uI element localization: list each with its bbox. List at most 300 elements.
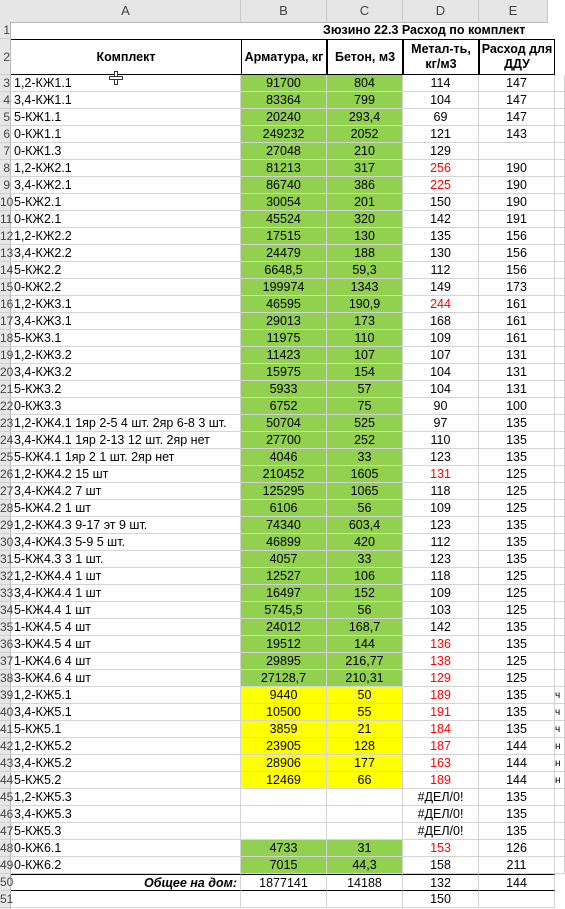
cell-metal[interactable]: 225: [403, 177, 479, 194]
cell-armatura[interactable]: 3859: [241, 721, 327, 738]
cell-extra[interactable]: [555, 279, 565, 296]
cell-beton[interactable]: 31: [327, 840, 403, 857]
cell-komplekt[interactable]: 1,2-КЖ5.1: [11, 687, 241, 704]
cell-metal[interactable]: 118: [403, 483, 479, 500]
cell-extra[interactable]: [555, 568, 565, 585]
cell-rashod[interactable]: 144: [479, 755, 555, 772]
row-number[interactable]: 48: [0, 841, 14, 855]
cell-rashod[interactable]: 125: [479, 466, 555, 483]
row-number[interactable]: 1: [0, 22, 11, 39]
cell-rashod[interactable]: 156: [479, 228, 555, 245]
cell-metal[interactable]: 114: [403, 75, 479, 92]
row-number[interactable]: 22: [0, 399, 14, 413]
cell-rashod[interactable]: 191: [479, 211, 555, 228]
header-komplekt[interactable]: Комплект: [11, 39, 241, 75]
cell-metal[interactable]: 112: [403, 262, 479, 279]
row-number[interactable]: 43: [0, 756, 14, 770]
cell-armatura[interactable]: 10500: [241, 704, 327, 721]
cell-extra[interactable]: [555, 381, 565, 398]
row-number[interactable]: 15: [0, 280, 14, 294]
cell-armatura[interactable]: 50704: [241, 415, 327, 432]
cell-beton[interactable]: 201: [327, 194, 403, 211]
cell-komplekt[interactable]: 3,4-КЖ1.1: [11, 92, 241, 109]
cell-beton[interactable]: 33: [327, 449, 403, 466]
column-header-a[interactable]: A: [11, 0, 241, 22]
cell-rashod[interactable]: 135: [479, 551, 555, 568]
total-c[interactable]: 14188: [327, 874, 403, 891]
cell-komplekt[interactable]: 3,4-КЖ2.2: [11, 245, 241, 262]
cell-armatura[interactable]: 28906: [241, 755, 327, 772]
cell-beton[interactable]: 525: [327, 415, 403, 432]
cell-armatura[interactable]: 4046: [241, 449, 327, 466]
cell-metal[interactable]: 118: [403, 568, 479, 585]
row-number[interactable]: 20: [0, 365, 14, 379]
cell-metal[interactable]: 187: [403, 738, 479, 755]
cell-beton[interactable]: 252: [327, 432, 403, 449]
cell-extra[interactable]: [555, 364, 565, 381]
row-number[interactable]: 30: [0, 535, 14, 549]
header-metal[interactable]: Метал-ть, кг/м3: [403, 39, 479, 75]
cell-armatura[interactable]: 27048: [241, 143, 327, 160]
row-number[interactable]: 12: [0, 229, 14, 243]
cell-beton[interactable]: 168,7: [327, 619, 403, 636]
cell-metal[interactable]: #ДЕЛ/0!: [403, 806, 479, 823]
cell-armatura[interactable]: 46899: [241, 534, 327, 551]
cell-extra[interactable]: [555, 177, 565, 194]
cell-extra[interactable]: [555, 296, 565, 313]
row-number[interactable]: 47: [0, 824, 14, 838]
cell-extra[interactable]: ч: [555, 721, 565, 738]
cell-komplekt[interactable]: 1-КЖ4.6 4 шт: [11, 653, 241, 670]
cell-armatura[interactable]: 125295: [241, 483, 327, 500]
row-number[interactable]: 44: [0, 773, 14, 787]
cell-extra[interactable]: [555, 857, 565, 874]
cell-beton[interactable]: 154: [327, 364, 403, 381]
cell-komplekt[interactable]: 0-КЖ1.1: [11, 126, 241, 143]
cell-metal[interactable]: 135: [403, 228, 479, 245]
cell-metal[interactable]: 158: [403, 857, 479, 874]
cell-rashod[interactable]: 131: [479, 347, 555, 364]
cell-extra[interactable]: [555, 109, 565, 126]
cell-beton[interactable]: 107: [327, 347, 403, 364]
cell-rashod[interactable]: 161: [479, 330, 555, 347]
cell-metal[interactable]: 131: [403, 466, 479, 483]
row-number[interactable]: 40: [0, 705, 14, 719]
cell-komplekt[interactable]: 5-КЖ4.1 1яр 2 1 шт. 2яр нет: [11, 449, 241, 466]
cell-komplekt[interactable]: 1,2-КЖ4.4 1 шт: [11, 568, 241, 585]
cell-rashod[interactable]: 190: [479, 194, 555, 211]
cell-beton[interactable]: 320: [327, 211, 403, 228]
row-number[interactable]: 49: [0, 858, 14, 872]
cell-rashod[interactable]: 143: [479, 126, 555, 143]
cell-metal[interactable]: 97: [403, 415, 479, 432]
row-number[interactable]: 31: [0, 552, 14, 566]
row-number[interactable]: 42: [0, 739, 14, 753]
cell-extra[interactable]: ч: [555, 704, 565, 721]
row-number[interactable]: 4: [0, 92, 11, 109]
cell-rashod[interactable]: 156: [479, 262, 555, 279]
cell-komplekt[interactable]: 5-КЖ3.1: [11, 330, 241, 347]
cell-extra[interactable]: [555, 313, 565, 330]
cell-rashod[interactable]: 147: [479, 92, 555, 109]
cell-rashod[interactable]: 125: [479, 670, 555, 687]
cell-rashod[interactable]: 135: [479, 415, 555, 432]
cell-rashod[interactable]: 135: [479, 789, 555, 806]
cell-extra[interactable]: ч: [555, 687, 565, 704]
cell-extra[interactable]: [555, 211, 565, 228]
cell-armatura[interactable]: 83364: [241, 92, 327, 109]
cell-komplekt[interactable]: 3,4-КЖ4.2 7 шт: [11, 483, 241, 500]
row-number[interactable]: 3: [0, 75, 11, 92]
cell-rashod[interactable]: 125: [479, 500, 555, 517]
cell-extra[interactable]: [555, 432, 565, 449]
row-number[interactable]: 11: [0, 212, 13, 226]
cell-extra[interactable]: н: [555, 738, 565, 755]
cell-komplekt[interactable]: 3,4-КЖ3.1: [11, 313, 241, 330]
cell-extra[interactable]: [555, 840, 565, 857]
cell-extra[interactable]: [555, 483, 565, 500]
cell-komplekt[interactable]: 5-КЖ5.2: [11, 772, 241, 789]
cell-rashod[interactable]: 125: [479, 568, 555, 585]
cell-armatura[interactable]: 29013: [241, 313, 327, 330]
cell-komplekt[interactable]: 1,2-КЖ5.2: [11, 738, 241, 755]
cell-metal[interactable]: 123: [403, 551, 479, 568]
cell-metal[interactable]: 123: [403, 517, 479, 534]
cell-extra[interactable]: [555, 75, 565, 92]
cell-beton[interactable]: 130: [327, 228, 403, 245]
cell-armatura[interactable]: [241, 823, 327, 840]
cell-armatura[interactable]: [241, 806, 327, 823]
cell-komplekt[interactable]: 5-КЖ5.1: [11, 721, 241, 738]
cell-beton[interactable]: 1065: [327, 483, 403, 500]
cell-rashod[interactable]: 135: [479, 704, 555, 721]
cell-metal[interactable]: 69: [403, 109, 479, 126]
cell-komplekt[interactable]: 3,4-КЖ4.1 1яр 2-13 12 шт. 2яр нет: [11, 432, 241, 449]
cell-beton[interactable]: 55: [327, 704, 403, 721]
row-number[interactable]: 37: [0, 654, 14, 668]
cell-extra[interactable]: н: [555, 755, 565, 772]
row-number[interactable]: 38: [0, 671, 14, 685]
cell-beton[interactable]: 2052: [327, 126, 403, 143]
cell-komplekt[interactable]: 1,2-КЖ3.2: [11, 347, 241, 364]
cell-komplekt[interactable]: 1,2-КЖ1.1: [11, 75, 241, 92]
cell-rashod[interactable]: 161: [479, 313, 555, 330]
cell-komplekt[interactable]: 1,2-КЖ4.2 15 шт: [11, 466, 241, 483]
cell-rashod[interactable]: 125: [479, 585, 555, 602]
cell-armatura[interactable]: 12469: [241, 772, 327, 789]
cell-rashod[interactable]: 135: [479, 517, 555, 534]
cell-beton[interactable]: [327, 806, 403, 823]
cell-komplekt[interactable]: 1,2-КЖ2.1: [11, 160, 241, 177]
cell-extra[interactable]: [555, 245, 565, 262]
cell-extra[interactable]: [555, 398, 565, 415]
cell-metal[interactable]: 109: [403, 585, 479, 602]
row-number[interactable]: 46: [0, 807, 14, 821]
cell-komplekt[interactable]: 0-КЖ1.3: [11, 143, 241, 160]
cell-beton[interactable]: 110: [327, 330, 403, 347]
cell-beton[interactable]: 66: [327, 772, 403, 789]
cell-komplekt[interactable]: 5-КЖ4.2 1 шт: [11, 500, 241, 517]
cell-komplekt[interactable]: 3,4-КЖ5.2: [11, 755, 241, 772]
cell-rashod[interactable]: 173: [479, 279, 555, 296]
cell-rashod[interactable]: 161: [479, 296, 555, 313]
cell-komplekt[interactable]: 0-КЖ6.2: [11, 857, 241, 874]
cell-armatura[interactable]: 30054: [241, 194, 327, 211]
cell-beton[interactable]: 75: [327, 398, 403, 415]
cell-extra[interactable]: [555, 823, 565, 840]
cell-extra[interactable]: [555, 653, 565, 670]
cell-rashod[interactable]: 147: [479, 109, 555, 126]
cell-metal[interactable]: 110: [403, 432, 479, 449]
cell-extra[interactable]: [555, 806, 565, 823]
cell-extra[interactable]: [555, 789, 565, 806]
cell-beton[interactable]: 50: [327, 687, 403, 704]
cell-rashod[interactable]: [479, 143, 555, 160]
cell-rashod[interactable]: 135: [479, 534, 555, 551]
cell-armatura[interactable]: 4733: [241, 840, 327, 857]
cell-komplekt[interactable]: 1,2-КЖ4.3 9-17 эт 9 шт.: [11, 517, 241, 534]
cell-armatura[interactable]: 86740: [241, 177, 327, 194]
row-number[interactable]: 36: [0, 637, 14, 651]
cell-metal[interactable]: 150: [403, 194, 479, 211]
cell-komplekt[interactable]: 5-КЖ1.1: [11, 109, 241, 126]
cell-metal[interactable]: 123: [403, 449, 479, 466]
cell-rashod[interactable]: 135: [479, 721, 555, 738]
cell-rashod[interactable]: 156: [479, 245, 555, 262]
cell-beton[interactable]: 804: [327, 75, 403, 92]
row-number[interactable]: 35: [0, 620, 14, 634]
cell-rashod[interactable]: 135: [479, 687, 555, 704]
row-number[interactable]: 23: [0, 416, 14, 430]
cell-armatura[interactable]: 4057: [241, 551, 327, 568]
header-rashod[interactable]: Расход для ДДУ: [479, 39, 555, 75]
cell-armatura[interactable]: 17515: [241, 228, 327, 245]
cell-komplekt[interactable]: 3-КЖ4.5 4 шт: [11, 636, 241, 653]
cell-extra[interactable]: [555, 415, 565, 432]
cell-extra[interactable]: н: [555, 772, 565, 789]
cell-metal[interactable]: 184: [403, 721, 479, 738]
cell-komplekt[interactable]: 5-КЖ4.4 1 шт: [11, 602, 241, 619]
cell-beton[interactable]: 177: [327, 755, 403, 772]
cell-komplekt[interactable]: 3,4-КЖ4.4 1 шт: [11, 585, 241, 602]
cell-armatura[interactable]: 27700: [241, 432, 327, 449]
cell-armatura[interactable]: 29895: [241, 653, 327, 670]
row-number[interactable]: 16: [0, 297, 14, 311]
cell-rashod[interactable]: 125: [479, 602, 555, 619]
cell-rashod[interactable]: 144: [479, 772, 555, 789]
cell-rashod[interactable]: 100: [479, 398, 555, 415]
cell-rashod[interactable]: 135: [479, 806, 555, 823]
cell-extra[interactable]: [555, 619, 565, 636]
cell-armatura[interactable]: 5933: [241, 381, 327, 398]
column-header-d[interactable]: D: [403, 0, 479, 22]
cell-komplekt[interactable]: 5-КЖ5.3: [11, 823, 241, 840]
cell-komplekt[interactable]: 3-КЖ4.6 4 шт: [11, 670, 241, 687]
cell-extra[interactable]: [555, 194, 565, 211]
cell-beton[interactable]: 44,3: [327, 857, 403, 874]
cell-armatura[interactable]: 20240: [241, 109, 327, 126]
cell-beton[interactable]: 1343: [327, 279, 403, 296]
cell-beton[interactable]: [327, 891, 403, 908]
cell-rashod[interactable]: 131: [479, 381, 555, 398]
total-d[interactable]: 132: [403, 874, 479, 891]
cell-armatura[interactable]: [241, 891, 327, 908]
cell-metal[interactable]: #ДЕЛ/0!: [403, 823, 479, 840]
cell-beton[interactable]: 603,4: [327, 517, 403, 534]
cell-extra[interactable]: [555, 449, 565, 466]
cell-beton[interactable]: 317: [327, 160, 403, 177]
row-number[interactable]: 6: [0, 126, 11, 143]
cell-armatura[interactable]: 11423: [241, 347, 327, 364]
cell-armatura[interactable]: [241, 789, 327, 806]
cell-metal[interactable]: 104: [403, 364, 479, 381]
row-number[interactable]: 50: [0, 875, 14, 889]
cell-metal[interactable]: 142: [403, 211, 479, 228]
cell-armatura[interactable]: 15975: [241, 364, 327, 381]
sheet-title[interactable]: Зюзино 22.3 Расход по комплект: [323, 23, 526, 37]
cell-metal[interactable]: 129: [403, 143, 479, 160]
cell-armatura[interactable]: 45524: [241, 211, 327, 228]
cell-beton[interactable]: 152: [327, 585, 403, 602]
cell-armatura[interactable]: 6648,5: [241, 262, 327, 279]
cell-beton[interactable]: 386: [327, 177, 403, 194]
row-number[interactable]: 32: [0, 569, 14, 583]
cell-beton[interactable]: 56: [327, 500, 403, 517]
total-label[interactable]: Общее на дом:: [11, 874, 241, 891]
row-number[interactable]: 41: [0, 722, 14, 736]
cell-komplekt[interactable]: 3,4-КЖ3.2: [11, 364, 241, 381]
cell-rashod[interactable]: 135: [479, 432, 555, 449]
column-header-e[interactable]: E: [479, 0, 548, 22]
row-number[interactable]: 33: [0, 586, 14, 600]
cell-beton[interactable]: [327, 789, 403, 806]
cell-beton[interactable]: 420: [327, 534, 403, 551]
cell-komplekt[interactable]: 0-КЖ3.3: [11, 398, 241, 415]
cell-komplekt[interactable]: 1-КЖ4.5 4 шт: [11, 619, 241, 636]
cell-metal[interactable]: 109: [403, 500, 479, 517]
cell-beton[interactable]: 106: [327, 568, 403, 585]
cell-extra[interactable]: [555, 551, 565, 568]
cell-armatura[interactable]: 91700: [241, 75, 327, 92]
cell-armatura[interactable]: 11975: [241, 330, 327, 347]
cell-extra[interactable]: [555, 228, 565, 245]
cell-beton[interactable]: 128: [327, 738, 403, 755]
cell-rashod[interactable]: 147: [479, 75, 555, 92]
cell-metal[interactable]: 153: [403, 840, 479, 857]
cell-beton[interactable]: 33: [327, 551, 403, 568]
row-number[interactable]: 28: [0, 501, 14, 515]
cell-metal[interactable]: 191: [403, 704, 479, 721]
cell-metal[interactable]: 104: [403, 381, 479, 398]
row-number[interactable]: 7: [0, 143, 11, 160]
cell-extra[interactable]: [555, 466, 565, 483]
total-b[interactable]: 1877141: [241, 874, 327, 891]
cell-extra[interactable]: [555, 670, 565, 687]
cell-beton[interactable]: 1605: [327, 466, 403, 483]
row-number[interactable]: 39: [0, 688, 14, 702]
cell-beton[interactable]: 799: [327, 92, 403, 109]
row-number[interactable]: 8: [0, 160, 11, 177]
cell-metal[interactable]: 121: [403, 126, 479, 143]
cell-armatura[interactable]: 199974: [241, 279, 327, 296]
cell-armatura[interactable]: 16497: [241, 585, 327, 602]
cell-extra[interactable]: [555, 126, 565, 143]
cell-rashod[interactable]: 135: [479, 823, 555, 840]
cell-metal[interactable]: 112: [403, 534, 479, 551]
cell-armatura[interactable]: 74340: [241, 517, 327, 534]
cell-metal[interactable]: 90: [403, 398, 479, 415]
cell-rashod[interactable]: 135: [479, 619, 555, 636]
cell-komplekt[interactable]: 3,4-КЖ5.3: [11, 806, 241, 823]
cell-metal[interactable]: 189: [403, 772, 479, 789]
header-armatura[interactable]: Арматура, кг: [241, 39, 327, 75]
cell-metal[interactable]: 109: [403, 330, 479, 347]
cell-armatura[interactable]: 27128,7: [241, 670, 327, 687]
cell-metal[interactable]: 138: [403, 653, 479, 670]
row-number[interactable]: 18: [0, 331, 14, 345]
row-number[interactable]: 21: [0, 382, 14, 396]
row-number[interactable]: 24: [0, 433, 14, 447]
cell-extra[interactable]: [555, 143, 565, 160]
cell-rashod[interactable]: 135: [479, 449, 555, 466]
cell-komplekt[interactable]: 0-КЖ2.2: [11, 279, 241, 296]
cell-metal[interactable]: 129: [403, 670, 479, 687]
cell-rashod[interactable]: 135: [479, 636, 555, 653]
cell-metal[interactable]: 103: [403, 602, 479, 619]
cell-beton[interactable]: 57: [327, 381, 403, 398]
cell-extra[interactable]: [555, 585, 565, 602]
cell-armatura[interactable]: 7015: [241, 857, 327, 874]
cell-metal[interactable]: 168: [403, 313, 479, 330]
cell-komplekt[interactable]: 0-КЖ2.1: [11, 211, 241, 228]
row-number[interactable]: 5: [0, 109, 11, 126]
cell-extra[interactable]: [555, 330, 565, 347]
cell-beton[interactable]: 144: [327, 636, 403, 653]
cell-metal[interactable]: 149: [403, 279, 479, 296]
cell-metal[interactable]: 244: [403, 296, 479, 313]
cell-rashod[interactable]: [479, 891, 555, 908]
row-number[interactable]: 17: [0, 314, 14, 328]
cell-komplekt[interactable]: 1,2-КЖ2.2: [11, 228, 241, 245]
cell-metal[interactable]: 150: [403, 891, 479, 908]
cell-armatura[interactable]: 81213: [241, 160, 327, 177]
row-number[interactable]: 13: [0, 246, 14, 260]
cell-beton[interactable]: 59,3: [327, 262, 403, 279]
cell-beton[interactable]: 173: [327, 313, 403, 330]
row-number[interactable]: 51: [0, 892, 14, 906]
cell-rashod[interactable]: 211: [479, 857, 555, 874]
header-beton[interactable]: Бетон, м3: [327, 39, 403, 75]
cell-armatura[interactable]: 6106: [241, 500, 327, 517]
cell-rashod[interactable]: 125: [479, 653, 555, 670]
cell-extra[interactable]: [555, 517, 565, 534]
cell-extra[interactable]: [555, 347, 565, 364]
cell-metal[interactable]: 107: [403, 347, 479, 364]
cell-extra[interactable]: [555, 500, 565, 517]
cell-beton[interactable]: 21: [327, 721, 403, 738]
cell-rashod[interactable]: 125: [479, 483, 555, 500]
cell-extra[interactable]: [555, 534, 565, 551]
cell-armatura[interactable]: 6752: [241, 398, 327, 415]
cell-metal[interactable]: 256: [403, 160, 479, 177]
cell-komplekt[interactable]: 3,4-КЖ5.1: [11, 704, 241, 721]
cell-rashod[interactable]: 190: [479, 177, 555, 194]
cell-beton[interactable]: 210,31: [327, 670, 403, 687]
cell-extra[interactable]: [555, 92, 565, 109]
cell-rashod[interactable]: 126: [479, 840, 555, 857]
row-number[interactable]: 27: [0, 484, 14, 498]
cell-metal[interactable]: 189: [403, 687, 479, 704]
